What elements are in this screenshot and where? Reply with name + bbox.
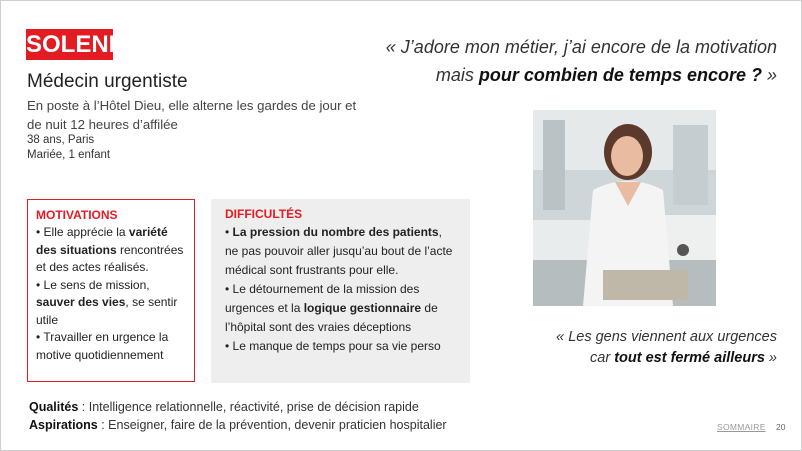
motivation-item bbox=[36, 329, 186, 364]
qualites-label: Qualités bbox=[29, 400, 79, 414]
difficultes-box bbox=[211, 199, 470, 383]
quote-top-line1: « J’adore mon métier, j’ai encore de la motivation bbox=[385, 37, 777, 57]
quote-top bbox=[386, 33, 777, 89]
persona-age-city: 38 ans, Paris bbox=[27, 134, 95, 146]
quote-bottom-end: » bbox=[764, 350, 777, 366]
difficulte-item bbox=[225, 223, 456, 280]
item-emphasis: variété des situations bbox=[36, 225, 168, 257]
item-emphasis: sauver des vies bbox=[36, 295, 126, 309]
motivation-item bbox=[36, 277, 186, 330]
persona-family: Mariée, 1 enfant bbox=[27, 149, 111, 161]
item-text: rencontrées et des actes réalisés. bbox=[36, 242, 184, 274]
quote-bottom-text: car bbox=[590, 350, 615, 366]
persona-job-title: Médecin urgentiste bbox=[27, 71, 188, 92]
quote-top-line2 bbox=[386, 61, 777, 89]
quote-bottom-line2 bbox=[556, 348, 777, 369]
item-text: • Elle apprécie la bbox=[36, 225, 129, 239]
item-text: • bbox=[225, 225, 233, 239]
aspirations-text: : Enseigner, faire de la prévention, devenir praticien hospitalier bbox=[97, 418, 447, 432]
quote-top-text: mais bbox=[435, 65, 479, 85]
difficulte-item bbox=[225, 280, 456, 337]
motivations-title: MOTIVATIONS bbox=[36, 208, 118, 222]
quote-top-end: » bbox=[761, 65, 777, 85]
quote-bottom bbox=[556, 327, 777, 369]
quote-top-emphasis: pour combien de temps encore ? bbox=[478, 65, 762, 85]
doctor-portrait-image bbox=[533, 110, 716, 306]
aspirations-label: Aspirations bbox=[29, 418, 98, 432]
quote-bottom-emphasis: tout est fermé ailleurs bbox=[614, 350, 765, 366]
persona-name-badge: SOLENNE bbox=[26, 31, 143, 58]
difficultes-title: DIFFICULTÉS bbox=[225, 207, 303, 221]
qualites-line bbox=[29, 398, 447, 416]
aspirations-line bbox=[29, 416, 447, 434]
footer-summary bbox=[29, 398, 447, 434]
item-text: , se sentir utile bbox=[36, 295, 178, 327]
motivation-item bbox=[36, 224, 186, 277]
item-text: • Le détournement de la mission des urgences et la bbox=[225, 282, 420, 315]
item-emphasis: logique gestionnaire bbox=[303, 301, 422, 315]
item-text: • Le sens de mission, bbox=[36, 277, 150, 292]
sommaire-link[interactable]: SOMMAIRE bbox=[717, 422, 766, 432]
qualites-text: : Intelligence relationnelle, réactivité, prise de décision rapide bbox=[78, 400, 419, 414]
persona-description: En poste à l’Hôtel Dieu, elle alterne les gardes de jour et de nuit 12 heures d’affilée bbox=[27, 98, 357, 132]
page-number: 20 bbox=[776, 422, 786, 432]
motivations-box bbox=[27, 199, 195, 382]
item-text: • Travailler en urgence la motive quotidiennement bbox=[36, 330, 169, 362]
item-text: • Le manque de temps pour sa vie perso bbox=[225, 339, 441, 353]
item-text: de l’hôpital sont des vraies déceptions bbox=[225, 301, 438, 334]
item-emphasis: La pression du nombre des patients bbox=[232, 225, 439, 239]
difficulte-item bbox=[225, 337, 456, 356]
item-text: , ne pas pouvoir aller jusqu’au bout de l’acte médical sont frustrants pour elle. bbox=[225, 225, 453, 277]
quote-bottom-line1: « Les gens viennent aux urgences bbox=[556, 329, 777, 345]
